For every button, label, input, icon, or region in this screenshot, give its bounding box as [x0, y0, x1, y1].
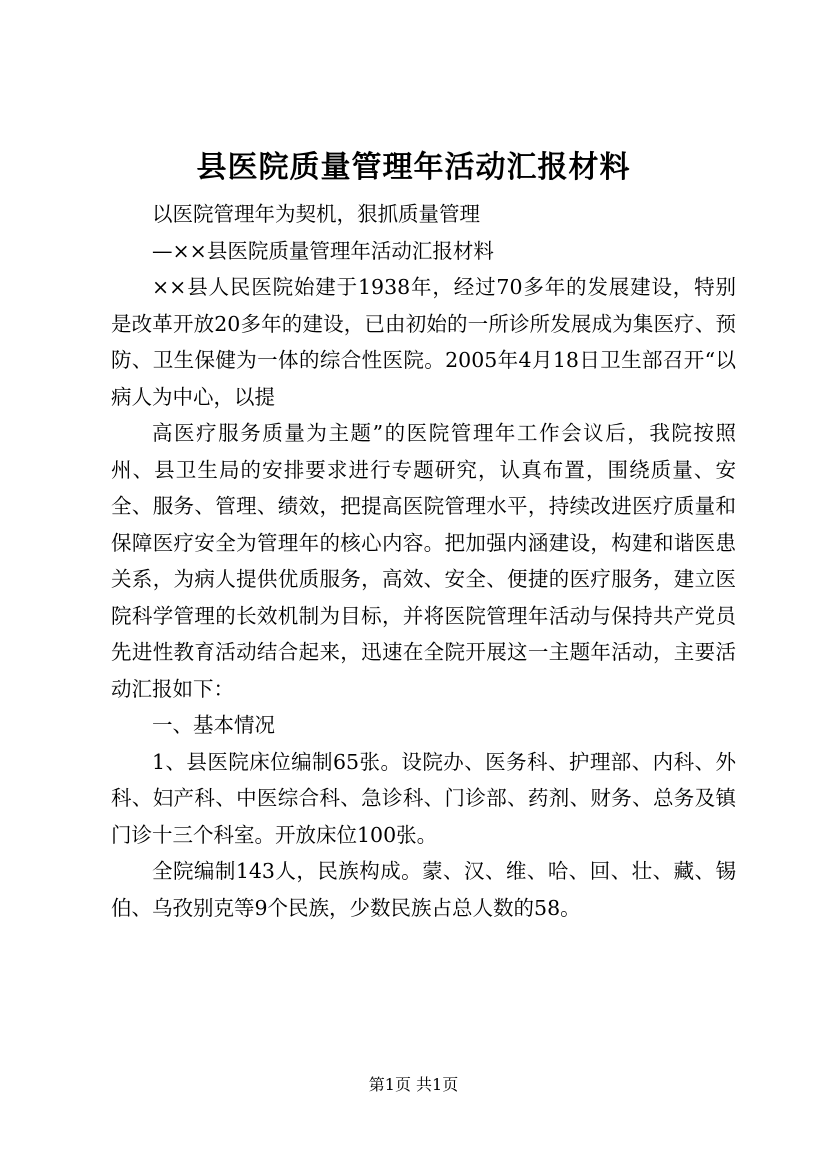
paragraph-staff: 全院编制143人，民族构成。蒙、汉、维、哈、回、壮、藏、锡伯、乌孜别克等9个民族，少数民族占总人数的58。 — [111, 859, 736, 920]
paragraph-section-heading: 一、基本情况 — [152, 713, 275, 737]
page-footer: 第1页 共1页 — [368, 1075, 459, 1094]
paragraph-intro: ××县人民医院始建于1938年，经过70多年的发展建设，特别是改革开放20多年的建设，已由初始的一所诊所发展成为集医疗、预防、卫生保健为一体的综合性医院。2005年4月18日卫生部召开“以病人为中心，以提 — [111, 275, 736, 409]
paragraph-subheading: —××县医院质量管理年活动汇报材料 — [152, 238, 494, 263]
document-body — [111, 196, 736, 926]
document-title: 县医院质量管理年活动汇报材料 — [196, 150, 631, 185]
paragraph-meeting: 高医疗服务质量为主题”的医院管理年工作会议后，我院按照州、县卫生局的安排要求进行专题研究，认真布置，围绕质量、安全、服务、管理、绩效，把提高医院管理水平，持续改进医疗质量和保障医疗安全为管理年的核心内容。把加强内涵建设，构建和谐医患关系，为病人提供优质服务，高效、安全、便捷的医疗服务，建立医院科学管理的长效机制为目标，并将医院管理年活动与保持共产党员先进性教育活动结合起来，迅速在全院开展这一主题年活动，主要活动汇报如下： — [111, 421, 736, 701]
paragraph-subtitle: 以医院管理年为契机，狠抓质量管理 — [152, 202, 480, 226]
paragraph-beds: 1、县医院床位编制65张。设院办、医务科、护理部、内科、外科、妇产科、中医综合科、急诊科、门诊部、药剂、财务、总务及镇门诊十三个科室。开放床位100张。 — [111, 749, 736, 847]
